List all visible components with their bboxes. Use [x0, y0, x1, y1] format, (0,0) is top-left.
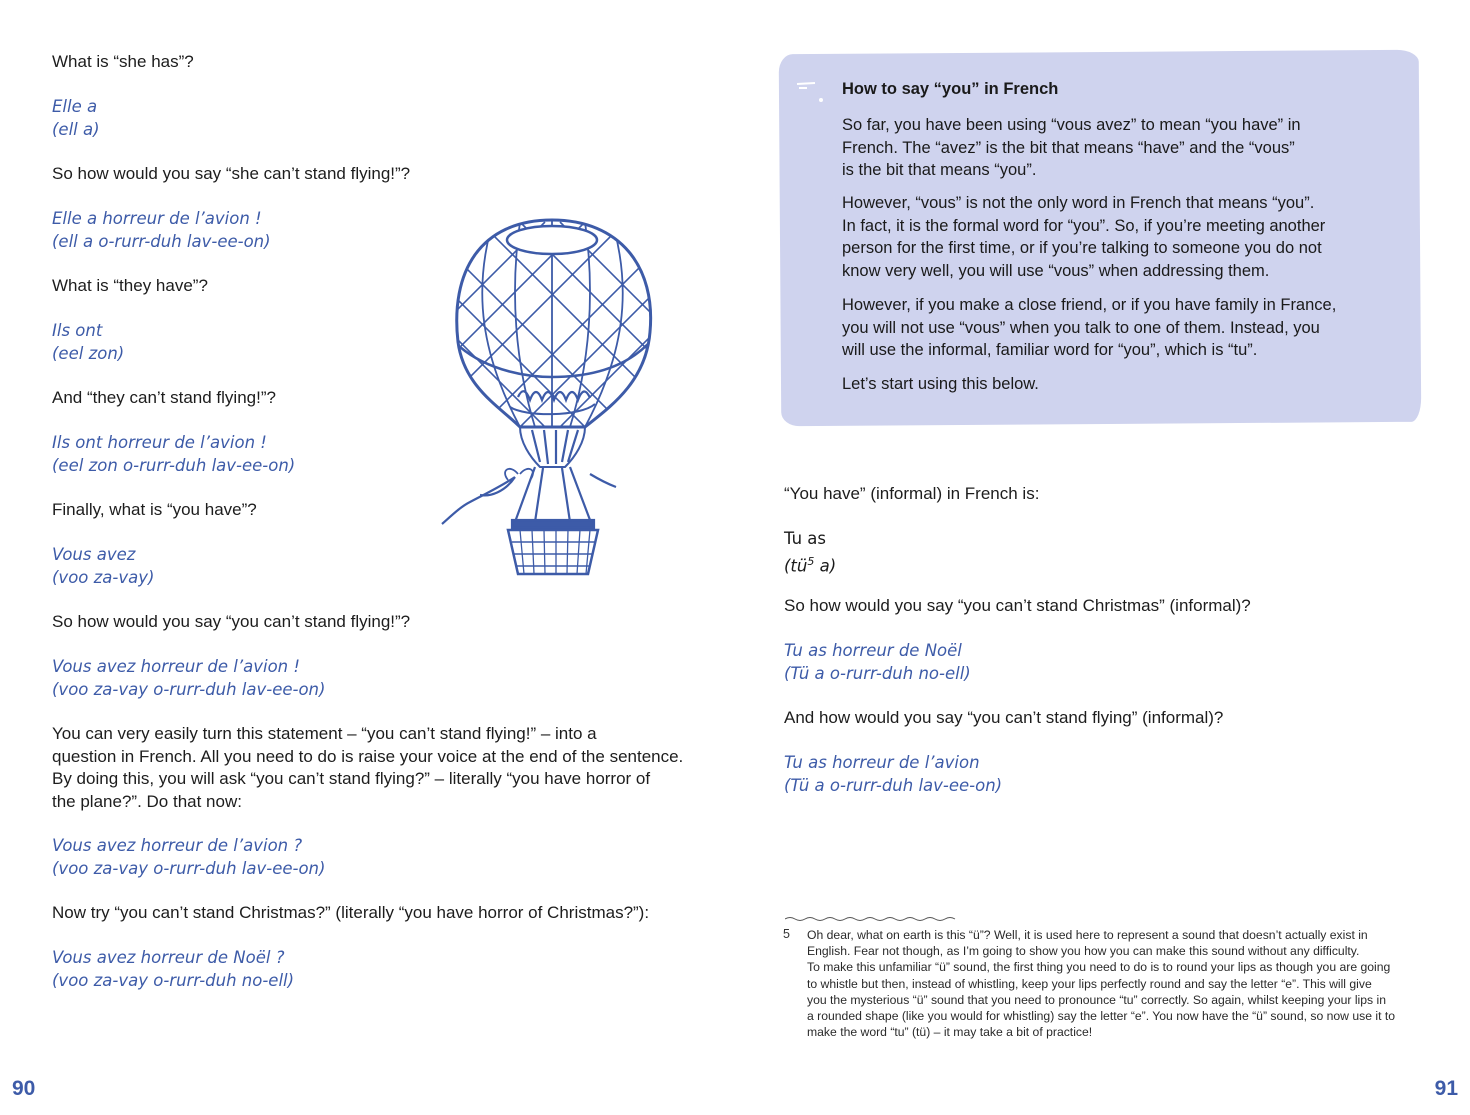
- page-number: 91: [1434, 1077, 1458, 1100]
- footnote-number: 5: [783, 927, 790, 941]
- text-line: you the mysterious “ü” sound that you need to pronounce “tu” correctly. So again, whilst keeping your lips in: [807, 992, 1386, 1007]
- french-phrase: Ils ont: [52, 321, 103, 340]
- answer-tu-as: [784, 528, 836, 578]
- scribble-decoration-icon: [795, 78, 825, 104]
- question-she-cant-stand: So how would you say “she can’t stand flying!”?: [52, 164, 411, 183]
- pronunciation: (voo za-vay o-rurr-duh no-ell): [52, 970, 295, 990]
- question-you-cant-stand: So how would you say “you can’t stand flying!”?: [52, 612, 411, 631]
- pronunciation: [784, 551, 836, 578]
- french-phrase: Vous avez horreur de l’avion !: [52, 657, 300, 676]
- box-title: How to say “you” in French: [842, 80, 1059, 98]
- text-line: In fact, it is the formal word for “you”. So, if you’re meeting another: [842, 216, 1326, 235]
- text-line: know very well, you will use “vous” when addressing them.: [842, 261, 1270, 280]
- text-line: is the bit that means “you”.: [842, 161, 1037, 179]
- answer-elle-a-horreur: [52, 208, 271, 253]
- answer-tu-as-horreur-noel: [784, 640, 971, 685]
- french-phrase: Vous avez: [52, 545, 136, 564]
- pronunciation-end: a): [814, 556, 837, 575]
- pronunciation: (eel zon o-rurr-duh lav-ee-on): [52, 455, 296, 475]
- text-line: to whistle but then, instead of whistling, keep your lips perfectly round and say the letter “e”. This will give: [807, 976, 1372, 991]
- answer-vous-avez-horreur: [52, 656, 325, 701]
- french-phrase: Ils ont horreur de l’avion !: [52, 433, 267, 452]
- french-phrase: Elle a: [52, 97, 98, 116]
- question-they-have: What is “they have”?: [52, 276, 208, 295]
- text-line: However, “vous” is not the only word in French that means “you”.: [842, 194, 1315, 212]
- explanation-paragraph: [52, 723, 683, 813]
- question-christmas-informal: So how would you say “you can’t stand Christmas” (informal)?: [784, 596, 1251, 615]
- text-line: French. The “avez” is the bit that means “have” and the “vous”: [842, 138, 1295, 157]
- french-phrase: Tu as: [784, 529, 826, 548]
- answer-question-form: [52, 835, 325, 880]
- answer-ils-ont: [52, 320, 124, 365]
- text-line: will use the informal, familiar word for “you”, which is “tu”.: [842, 341, 1258, 359]
- text-line: You can very easily turn this statement – “you can’t stand flying!” – into a: [52, 724, 597, 743]
- text-line: English. Fear not though, as I’m going to show you how you can make this sound without any difficulty.: [807, 944, 1360, 959]
- pronunciation: (eel zon): [52, 343, 125, 363]
- footnote-divider: [785, 915, 965, 923]
- question-christmas: Now try “you can’t stand Christmas?” (literally “you have horror of Christmas?”):: [52, 903, 650, 922]
- question-flying-informal: And how would you say “you can’t stand flying” (informal)?: [784, 708, 1224, 727]
- right-page: [735, 0, 1470, 1115]
- text-line: To make this unfamiliar “ü” sound, the first thing you need to do is to round your lips as though you are going: [807, 960, 1391, 975]
- footnote-text: [807, 927, 1427, 1040]
- french-phrase: Elle a horreur de l’avion !: [52, 209, 262, 228]
- hot-air-balloon-icon: [420, 212, 685, 582]
- page-number: 90: [12, 1077, 36, 1100]
- text-line: the plane?”. Do that now:: [52, 791, 242, 811]
- text-line: Oh dear, what on earth is this “ü”? Well, it is used here to represent a sound that doesn’t actually exist in: [807, 928, 1368, 942]
- pronunciation-start: (tü: [784, 556, 808, 575]
- text-line: you will not use “vous” when you talk to one of them. Instead, you: [842, 318, 1320, 337]
- box-paragraph-4: Let’s start using this below.: [842, 375, 1039, 393]
- question-you-have-informal: “You have” (informal) in French is:: [784, 484, 1040, 503]
- french-phrase: Tu as horreur de Noël: [784, 641, 962, 660]
- question-she-has: What is “she has”?: [52, 52, 194, 71]
- pronunciation: (ell a o-rurr-duh lav-ee-on): [52, 231, 271, 251]
- text-line: So far, you have been using “vous avez” to mean “you have” in: [842, 116, 1301, 134]
- text-line: However, if you make a close friend, or if you have family in France,: [842, 296, 1337, 314]
- answer-tu-as-horreur-avion: [784, 752, 1002, 797]
- text-line: make the word “tu” (tü) – it may take a bit of practice!: [807, 1025, 1093, 1040]
- pronunciation: (ell a): [52, 119, 100, 139]
- footnote-ref[interactable]: 5: [807, 554, 815, 568]
- text-line: question in French. All you need to do is raise your voice at the end of the sentence.: [52, 746, 684, 766]
- pronunciation: (Tü a o-rurr-duh lav-ee-on): [784, 775, 1003, 795]
- text-line: person for the first time, or if you’re talking to someone you do not: [842, 239, 1322, 257]
- box-paragraph-2: [842, 192, 1402, 282]
- pronunciation: (Tü a o-rurr-duh no-ell): [784, 663, 971, 683]
- answer-noel-question: [52, 947, 294, 992]
- text-line: By doing this, you will ask “you can’t stand flying?” – literally “you have horror of: [52, 769, 651, 788]
- french-phrase: Tu as horreur de l’avion: [784, 753, 980, 772]
- french-phrase: Vous avez horreur de Noël ?: [52, 948, 285, 967]
- text-line: a rounded shape (like you would for whistling) say the letter “e”. You now have the “ü” sound, so now use it to: [807, 1009, 1396, 1024]
- french-phrase: Vous avez horreur de l’avion ?: [52, 836, 303, 855]
- question-they-cant-stand: And “they can’t stand flying!”?: [52, 388, 276, 407]
- answer-ils-ont-horreur: [52, 432, 295, 477]
- pronunciation: (voo za-vay o-rurr-duh lav-ee-on): [52, 858, 326, 878]
- box-paragraph-1: [842, 114, 1402, 182]
- answer-vous-avez: [52, 544, 154, 589]
- answer-elle-a: [52, 96, 100, 141]
- question-you-have: Finally, what is “you have”?: [52, 500, 257, 519]
- pronunciation: (voo za-vay): [52, 567, 155, 587]
- pronunciation: (voo za-vay o-rurr-duh lav-ee-on): [52, 679, 326, 699]
- box-paragraph-3: [842, 294, 1402, 362]
